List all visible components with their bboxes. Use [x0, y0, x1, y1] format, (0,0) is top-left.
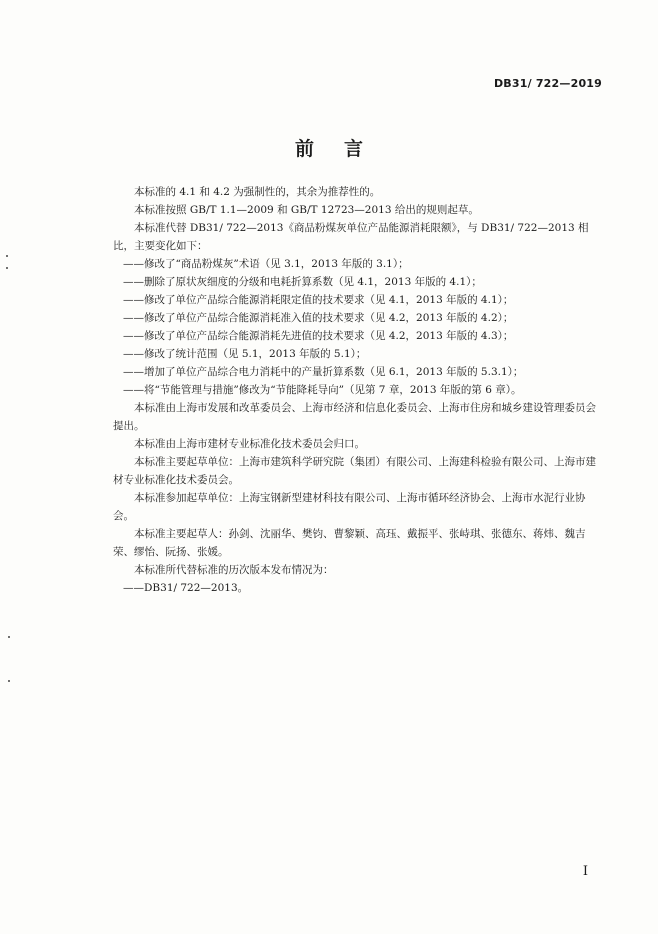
change-list-item: ——修改了单位产品综合能源消耗先进值的技术要求（见 4.2，2013 年版的 4.3）；	[123, 330, 514, 342]
page-number: I	[582, 864, 588, 879]
paragraph: 本标准主要起草人：孙剑、沈丽华、樊钧、曹黎颖、高珏、戴振平、张峙琪、张德东、蒋炜、魏吉荣、缪怡、阮扬、张媛。	[113, 528, 586, 558]
change-list-item: ——修改了“商品粉煤灰”术语（见 3.1，2013 年版的 3.1）；	[123, 258, 409, 270]
paragraph: 本标准按照 GB/T 1.1—2009 和 GB/T 12723—2013 给出的规则起草。	[134, 204, 479, 216]
change-list-item: ——修改了单位产品综合能源消耗准入值的技术要求（见 4.2，2013 年版的 4.2）；	[123, 312, 514, 324]
scan-mark	[6, 267, 8, 269]
paragraph: 本标准的 4.1 和 4.2 为强制性的，其余为推荐性的。	[134, 186, 381, 198]
document-code: DB31/ 722—2019	[493, 77, 602, 90]
change-list-item: ——将“节能管理与措施”修改为“节能降耗导向”（见第 7 章，2013 年版的第 6 章）。	[123, 384, 522, 396]
change-list-item: ——DB31/ 722—2013。	[123, 582, 249, 594]
scan-mark	[8, 680, 10, 682]
scan-mark	[8, 636, 10, 638]
paragraph: 本标准代替 DB31/ 722—2013《商品粉煤灰单位产品能源消耗限额》，与 DB31/ 722—2013 相比，主要变化如下：	[113, 222, 589, 252]
paragraph: 本标准由上海市发展和改革委员会、上海市经济和信息化委员会、上海市住房和城乡建设管理委员会提出。	[113, 402, 596, 432]
foreword-body	[113, 183, 602, 597]
paragraph: 本标准所代替标准的历次版本发布情况为：	[134, 564, 334, 576]
change-list-item: ——删除了原状灰细度的分级和电耗折算系数（见 4.1，2013 年版的 4.1）；	[123, 276, 482, 288]
change-list-item: ——修改了单位产品综合能源消耗限定值的技术要求（见 4.1，2013 年版的 4.1）；	[123, 294, 514, 306]
change-list-item: ——增加了单位产品综合电力消耗中的产量折算系数（见 6.1，2013 年版的 5.3.1）；	[123, 366, 524, 378]
paragraph: 本标准参加起草单位：上海宝钢新型建材科技有限公司、上海市循环经济协会、上海市水泥行业协会。	[113, 492, 586, 522]
page-title: 前言	[294, 138, 393, 160]
scan-mark	[6, 255, 8, 257]
paragraph: 本标准主要起草单位：上海市建筑科学研究院（集团）有限公司、上海建科检验有限公司、上海市建材专业标准化技术委员会。	[113, 456, 596, 486]
paragraph: 本标准由上海市建材专业标准化技术委员会归口。	[134, 438, 365, 450]
change-list-item: ——修改了统计范围（见 5.1，2013 年版的 5.1）；	[123, 348, 367, 360]
